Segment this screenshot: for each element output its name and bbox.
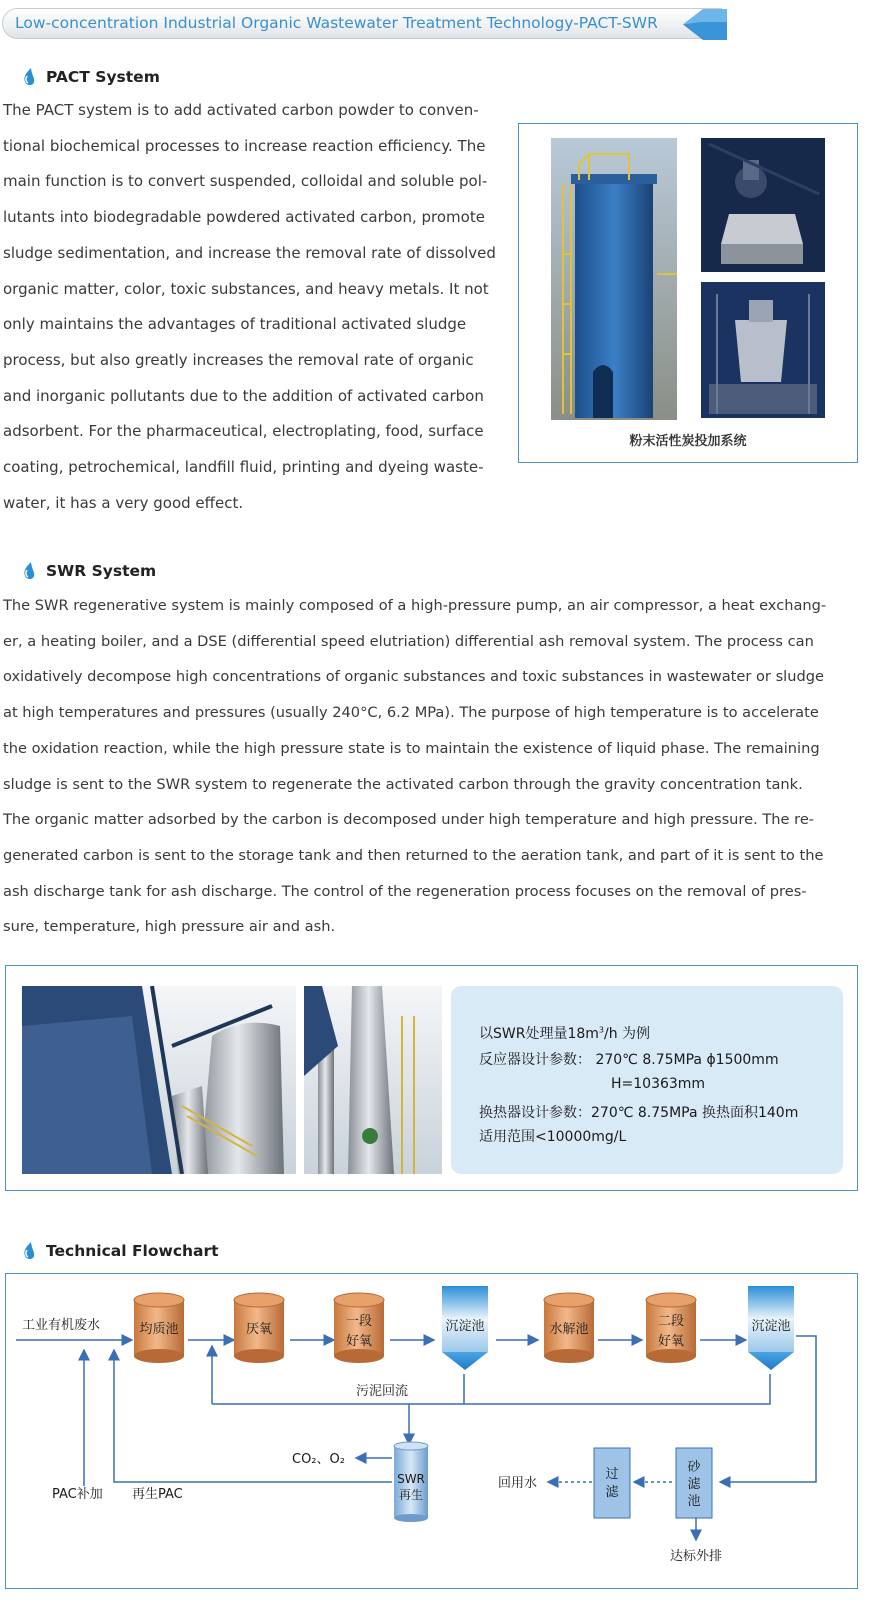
page-title-bar [2, 8, 722, 39]
pact-line: coating, petrochemical, landfill fluid, printing and dyeing waste- [3, 458, 484, 477]
pact-line: and inorganic pollutants due to the addition of activated carbon [3, 386, 484, 405]
swr-photo-panel [5, 965, 858, 1191]
label-tank3-a: 一段 [345, 1314, 373, 1329]
label-input: 工业有机废水 [22, 1318, 101, 1333]
label-gas-output: CO₂、O₂ [292, 1452, 345, 1467]
filter-box [594, 1448, 630, 1518]
pact-line: tional biochemical processes to increase reaction efficiency. The [3, 136, 486, 155]
label-sand-a: 砂 [687, 1460, 701, 1475]
label-filter-a: 过 [605, 1467, 619, 1482]
pact-line: organic matter, color, toxic substances, and heavy metals. It not [3, 279, 489, 298]
page-title: Low-concentration Industrial Organic Wastewater Treatment Technology-PACT-SWR [15, 14, 658, 32]
pact-photo-caption: 粉末活性炭投加系统 [629, 434, 747, 449]
label-tank1: 均质池 [139, 1322, 179, 1337]
swr-spec-range: 适用范围<10000mg/L [479, 1129, 627, 1145]
label-filter-b: 滤 [605, 1485, 619, 1500]
flowchart-heading: Technical Flowchart [46, 1242, 219, 1260]
swr-heading: SWR System [46, 562, 157, 580]
pact-photo-panel [518, 123, 858, 463]
droplet-icon [22, 1241, 36, 1261]
pact-line: sludge sedimentation, and increase the removal rate of dissolved [3, 243, 496, 262]
swr-line: The SWR regenerative system is mainly composed of a high-pressure pump, an air compressor, a heat exchang- [3, 597, 827, 614]
swr-spec-exchanger: 换热器设计参数：270℃ 8.75MPa 换热面积140m [479, 1105, 799, 1121]
pact-heading: PACT System [46, 68, 160, 86]
swr-line: oxidatively decompose high concentrations of organic substances and toxic substances in wastewater or sludge [3, 668, 824, 686]
label-reuse-water: 回用水 [498, 1476, 538, 1491]
label-swr-b: 再生 [398, 1488, 424, 1502]
pact-line: main function is to convert suspended, colloidal and soluble pol- [3, 172, 488, 191]
pact-line: adsorbent. For the pharmaceutical, electroplating, food, surface [3, 422, 484, 441]
swr-spec-capacity-text: 以SWR处理量18m [479, 1026, 599, 1042]
label-swr-a: SWR [397, 1472, 425, 1486]
swr-spec-capacity-sup: 3 [598, 1025, 605, 1035]
swr-spec-card [451, 986, 843, 1174]
flowchart-diagram [6, 1274, 857, 1588]
label-sand-c: 池 [687, 1494, 701, 1509]
swr-line: ash discharge tank for ash discharge. The control of the regeneration process focuses on the removal of pres- [3, 882, 807, 900]
pact-line: The PACT system is to add activated carbon powder to conven- [3, 101, 479, 119]
swr-line: sludge is sent to the SWR system to regenerate the activated carbon through the gravity concentration tank. [3, 775, 803, 793]
swr-line: er, a heating boiler, and a DSE (differential speed elutriation) differential ash removal system. The process can [3, 632, 814, 650]
label-tank5-b: 好氧 [657, 1334, 685, 1349]
swr-spec-capacity [479, 1023, 650, 1043]
label-settler2: 沉淀池 [751, 1319, 791, 1334]
label-settler1: 沉淀池 [445, 1319, 485, 1334]
label-discharge: 达标外排 [669, 1549, 723, 1564]
pact-paragraph [3, 93, 496, 521]
swr-spec-capacity-unit: /h 为例 [604, 1026, 651, 1042]
swr-spec-height: H=10363mm [611, 1076, 706, 1092]
swr-photos-image [22, 986, 442, 1174]
swr-paragraph [3, 588, 826, 945]
flowchart-panel [5, 1273, 858, 1589]
swr-line: the oxidation reaction, while the high pressure state is to maintain the existence of liquid phase. The remaining [3, 739, 820, 757]
droplet-icon [22, 561, 36, 581]
pact-line: water, it has a very good effect. [3, 493, 244, 512]
label-pac-add: PAC补加 [52, 1487, 103, 1502]
pact-line: lutants into biodegradable powdered activated carbon, promote [3, 208, 485, 227]
swr-spec-reactor: 反应器设计参数： 270℃ 8.75MPa ϕ1500mm [479, 1052, 779, 1068]
swr-line: generated carbon is sent to the storage tank and then returned to the aeration tank, and part of it is sent to the [3, 846, 824, 864]
label-pac-regen: 再生PAC [132, 1487, 183, 1502]
label-tank2: 厌氧 [245, 1322, 273, 1337]
label-tank4: 水解池 [549, 1322, 589, 1337]
label-sludge-return: 污泥回流 [355, 1384, 409, 1399]
label-sand-b: 滤 [687, 1477, 701, 1492]
droplet-icon [22, 67, 36, 87]
swr-line: at high temperatures and pressures (usually 240°C, 6.2 MPa). The purpose of high temperature is to accelerate [3, 704, 819, 722]
pact-line: only maintains the advantages of traditional activated sludge [3, 315, 467, 334]
swr-line: The organic matter adsorbed by the carbon is decomposed under high temperature and high pressure. The re- [3, 811, 815, 829]
pact-photos-image [519, 124, 857, 424]
label-tank3-b: 好氧 [345, 1334, 373, 1349]
pact-line: process, but also greatly increases the removal rate of organic [3, 350, 474, 369]
title-arrow-icon [677, 8, 727, 41]
swr-line: sure, temperature, high pressure air and ash. [3, 918, 336, 936]
label-tank5-a: 二段 [657, 1314, 685, 1329]
